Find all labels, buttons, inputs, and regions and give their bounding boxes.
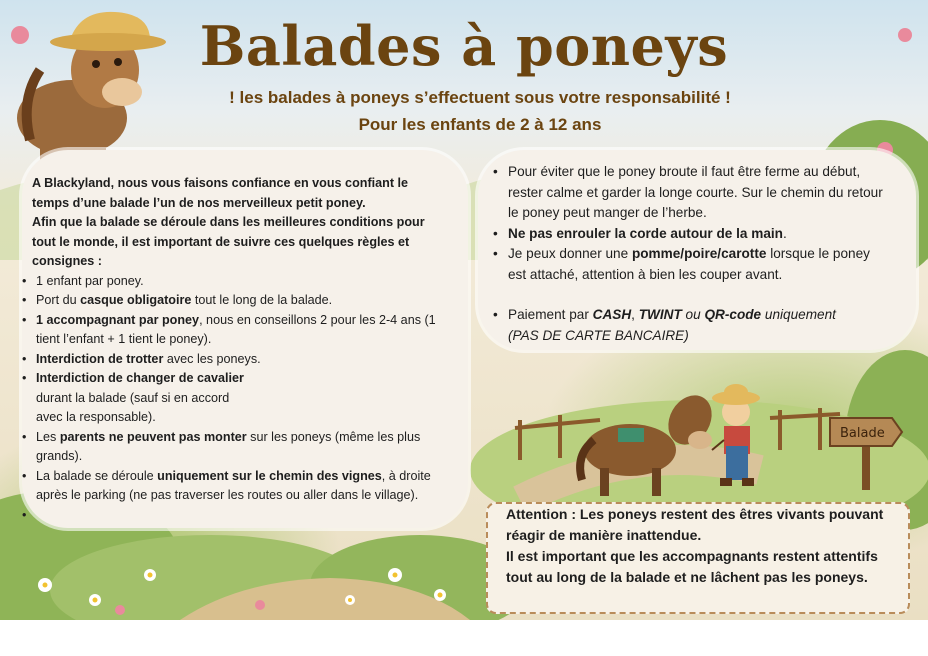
- rule-emphasis: uniquement sur le chemin des vignes: [157, 468, 382, 483]
- payment-info: [490, 305, 890, 346]
- rules-list: [14, 272, 454, 526]
- list-item: [14, 311, 454, 350]
- attention-line-2: Il est important que les accompagnants restent attentifs tout au long de la balade et ne lâchent pas les poneys.: [506, 548, 878, 585]
- rule-text: durant la balade (sauf si en accord: [36, 390, 230, 405]
- rule-text: Les: [36, 429, 60, 444]
- rule-text: 1 enfant par poney.: [36, 273, 144, 288]
- payment-text: ,: [631, 307, 639, 322]
- tip-emphasis: Ne pas enrouler la corde autour de la main: [508, 225, 783, 241]
- list-item: [14, 428, 454, 467]
- list-item-empty: [14, 506, 454, 526]
- intro-text: [32, 174, 444, 272]
- list-item: [14, 291, 454, 311]
- tip-text: lorsque le poney est attaché, attention à bien les couper avant.: [508, 246, 870, 282]
- rule-emphasis: Interdiction de trotter: [36, 351, 164, 366]
- tip-text: Je peux donner une: [508, 246, 632, 261]
- rule-emphasis: casque obligatoire: [80, 293, 192, 307]
- signpost-label: Balade: [840, 426, 885, 441]
- rule-text: avec les poneys.: [163, 351, 261, 366]
- intro-paragraph-1: A Blackyland, nous vous faisons confiance en vous confiant le temps d’une balade l’un de nos merveilleux petit poney.: [32, 176, 409, 210]
- rule-text: avec la responsable).: [36, 410, 156, 424]
- rule-emphasis: Interdiction de changer de cavalier: [36, 371, 244, 385]
- intro-paragraph-2: Afin que la balade se déroule dans les meilleures conditions pour tout le monde, il est important de suivre ces quelques règles et consignes :: [32, 215, 425, 268]
- payment-text: Paiement par: [508, 307, 593, 322]
- payment-twint: TWINT: [638, 307, 682, 322]
- payment-no-card: (PAS DE CARTE BANCAIRE): [508, 327, 689, 343]
- rule-text: Port du: [36, 293, 81, 307]
- rule-text: sur les poneys (même les plus grands).: [36, 429, 421, 463]
- list-item: [490, 224, 890, 245]
- tip-text: .: [782, 225, 787, 241]
- tip-emphasis: pomme/poire/carotte: [631, 246, 767, 261]
- payment-text: ou: [681, 307, 705, 322]
- attention-text: [506, 504, 906, 588]
- list-item: [490, 244, 890, 285]
- poster-title: Balades à poneys: [199, 14, 729, 78]
- rule-emphasis: parents ne peuvent pas monter: [59, 429, 247, 444]
- age-range: Pour les enfants de 2 à 12 ans: [358, 115, 602, 134]
- list-item: [490, 162, 890, 224]
- rule-text: , à droite après le parking (ne pas traverser les routes ou aller dans le village).: [36, 468, 431, 502]
- payment-text: uniquement: [761, 307, 836, 322]
- rule-text: , nous en conseillons 2 pour les 2-4 ans (1 tient l’enfant + 1 tient le poney).: [36, 312, 436, 346]
- tip-text: Pour éviter que le poney broute il faut être ferme au début, rester calme et garder la longe courte. Sur le chemin du retour le poney peut manger de l’herbe.: [508, 164, 883, 220]
- rule-text: La balade se déroule: [36, 468, 158, 483]
- list-item: [14, 467, 454, 506]
- rule-emphasis: 1 accompagnant par poney: [36, 312, 200, 327]
- list-item: [14, 272, 454, 292]
- list-item: [14, 350, 454, 370]
- list-item: [14, 369, 454, 428]
- tips-list: [490, 162, 890, 346]
- payment-qr: QR-code: [704, 307, 762, 322]
- rule-text: tout le long de la balade.: [191, 293, 333, 307]
- attention-line-1: Attention : Les poneys restent des êtres vivants pouvant réagir de manière inattendue.: [506, 506, 884, 543]
- tips-panel: [490, 162, 890, 346]
- payment-cash: CASH: [592, 307, 632, 322]
- rules-panel: [14, 174, 454, 525]
- responsibility-warning: ! les balades à poneys s’effectuent sous votre responsabilité !: [229, 88, 731, 107]
